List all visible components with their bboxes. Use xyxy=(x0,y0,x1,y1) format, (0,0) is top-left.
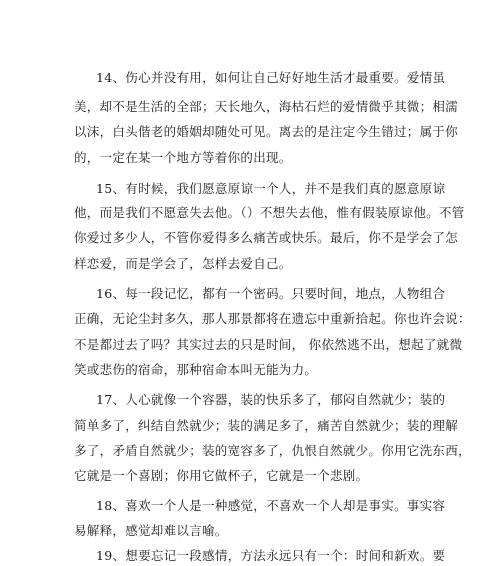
paragraph-line: 他，而是我们不愿意失去他。（）不想失去他，惟有假装原谅他。不管 xyxy=(74,205,465,220)
paragraph-line: 易解释，感觉却难以言喻。 xyxy=(74,523,228,538)
paragraph-line: 14、伤心并没有用，如何让自己好好地生活才最重要。爱情虽 xyxy=(96,70,446,85)
paragraph-line: 18、喜欢一个人是一种感觉，不喜欢一个人却是事实。事实容 xyxy=(96,498,446,513)
paragraph-line: 笑或悲伤的宿命，那种宿命本叫无能为力。 xyxy=(74,362,318,377)
paragraph-line: 你爱过多少人，不管你爱得多么痛苦或快乐。最后，你不是学会了怎 xyxy=(74,230,459,245)
paragraph-line: 16、每一段记忆，都有一个密码。只要时间，地点，人物组合 xyxy=(96,286,446,301)
paragraph-line: 不是都过去了吗？其实过去的只是时间， 你依然逃不出，想起了就微 xyxy=(74,337,463,352)
paragraph-line: 正确，无论尘封多久，那人那景都将在遗忘中重新拾起。你也许会说： xyxy=(74,311,471,326)
paragraph-line: 的，一定在某一个地方等着你的出现。 xyxy=(74,150,292,165)
paragraph-line: 它就是一个喜剧；你用它做杯子，它就是一个悲剧。 xyxy=(74,468,369,483)
paragraph-line: 美，却不是生活的全部；天长地久，海枯石烂的爱情微乎其微；相濡 xyxy=(74,99,459,114)
paragraph-line: 以沫，白头偕老的婚姻却随处可见。离去的是注定今生错过；属于你 xyxy=(74,124,459,139)
paragraph-line: 15、有时候，我们愿意原谅一个人，并不是我们真的愿意原谅 xyxy=(96,181,446,196)
paragraph-line: 多了，矛盾自然就少；装的宽容多了，仇恨自然就少。你用它洗东西， xyxy=(74,443,471,458)
paragraph-line: 17、人心就像一个容器，装的快乐多了，郁闷自然就少；装的 xyxy=(96,392,446,407)
paragraph-line: 简单多了，纠结自然就少；装的满足多了，痛苦自然就少；装的理解 xyxy=(74,418,459,433)
paragraph-line: 19、想要忘记一段感情，方法永远只有一个：时间和新欢。要 xyxy=(96,548,446,563)
paragraph-line: 样恋爱，而是学会了，怎样去爱自己。 xyxy=(74,256,292,271)
